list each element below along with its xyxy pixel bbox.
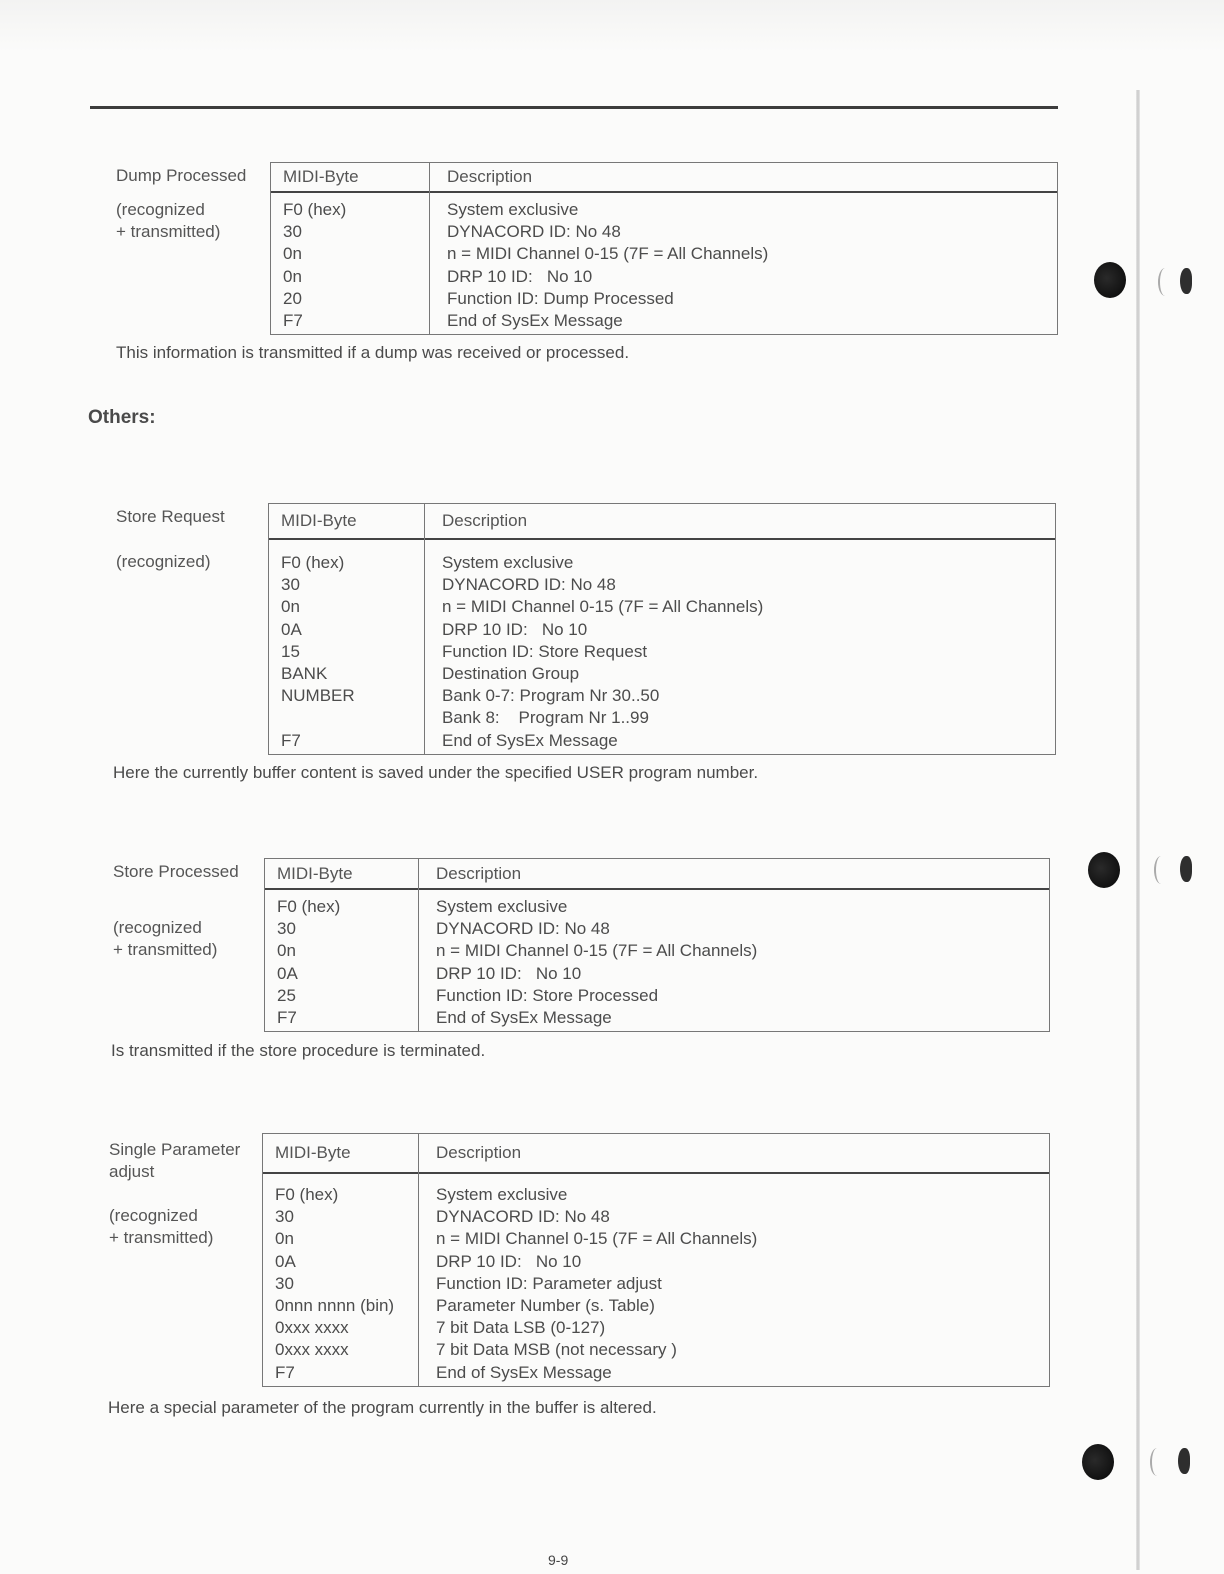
midi-byte-cell: 0xxx xxxx — [275, 1340, 349, 1360]
midi-table — [262, 1133, 1050, 1387]
header-description: Description — [442, 511, 528, 530]
description-cell: DRP 10 ID: No 10 — [436, 1251, 582, 1271]
section-title: Single Parameter adjust — [109, 1140, 241, 1181]
midi-byte-cell: 0n — [283, 266, 302, 286]
header-midi-byte: MIDI-Byte — [277, 863, 353, 883]
midi-byte-cell: 20 — [283, 288, 302, 308]
table-row — [265, 896, 1049, 918]
description-cell: Destination Group — [442, 664, 580, 683]
midi-byte-cell: 0nnn nnnn (bin) — [275, 1296, 395, 1315]
midi-byte-cell: F0 (hex) — [277, 897, 341, 916]
table-row — [263, 1251, 1049, 1273]
table-row — [265, 1007, 1049, 1029]
midi-byte-cell: 0xxx xxxx — [275, 1318, 349, 1338]
midi-byte-cell: 30 — [275, 1273, 294, 1293]
punch-hole-icon — [1180, 268, 1192, 294]
midi-byte-cell: 0A — [277, 963, 298, 983]
section-note: Here a special parameter of the program currently in the buffer is altered. — [108, 1398, 657, 1417]
others-heading: Others: — [88, 407, 156, 428]
punch-hole-ring-icon — [1158, 268, 1172, 296]
table-row — [271, 266, 1057, 288]
midi-byte-cell: 15 — [281, 641, 300, 661]
punch-hole-icon — [1180, 856, 1192, 882]
description-cell: Parameter Number (s. Table) — [436, 1296, 655, 1315]
description-cell: DYNACORD ID: No 48 — [447, 222, 621, 242]
section-title: Store Request — [116, 507, 225, 526]
midi-byte-cell: 30 — [275, 1207, 294, 1227]
header-description: Description — [436, 1143, 522, 1162]
table-row — [265, 963, 1049, 985]
punch-hole-ring-icon — [1150, 1448, 1164, 1476]
midi-byte-cell: F7 — [281, 730, 301, 750]
description-cell: End of SysEx Message — [436, 1008, 612, 1027]
description-cell: Function ID: Store Processed — [436, 985, 659, 1005]
midi-byte-cell: F0 (hex) — [281, 553, 345, 572]
table-row — [263, 1317, 1049, 1339]
header-midi-byte: MIDI-Byte — [283, 167, 359, 186]
description-cell: End of SysEx Message — [442, 730, 618, 750]
section-title: Dump Processed — [116, 166, 247, 185]
punch-hole-icon — [1178, 1448, 1190, 1474]
table-row — [269, 552, 1055, 574]
description-cell: n = MIDI Channel 0-15 (7F = All Channels) — [442, 597, 764, 617]
midi-table — [270, 162, 1058, 335]
table-row — [263, 1339, 1049, 1361]
midi-byte-cell: F0 (hex) — [275, 1185, 339, 1204]
midi-byte-cell: NUMBER — [281, 686, 355, 706]
table-row — [263, 1228, 1049, 1250]
table-row — [271, 199, 1057, 221]
table-row — [265, 918, 1049, 940]
header-rule — [269, 538, 1055, 540]
table-row — [271, 310, 1057, 332]
table-row — [265, 940, 1049, 962]
table-row — [269, 730, 1055, 752]
description-cell: System exclusive — [436, 1185, 568, 1204]
header-description: Description — [436, 863, 522, 883]
midi-byte-cell: F7 — [275, 1362, 295, 1382]
midi-table — [264, 858, 1050, 1032]
section-title: Store Processed — [113, 862, 239, 881]
description-cell: End of SysEx Message — [436, 1362, 612, 1382]
description-cell: n = MIDI Channel 0-15 (7F = All Channels) — [436, 1229, 758, 1249]
midi-byte-cell: 0n — [283, 244, 302, 264]
table-row — [269, 574, 1055, 596]
table-row — [263, 1295, 1049, 1317]
description-cell: DRP 10 ID: No 10 — [447, 266, 593, 286]
description-cell: 7 bit Data MSB (not necessary ) — [436, 1340, 677, 1360]
section-note: This information is transmitted if a dump was received or processed. — [116, 343, 630, 362]
binding-edge — [1136, 90, 1140, 1570]
table-row — [269, 619, 1055, 641]
header-midi-byte: MIDI-Byte — [281, 511, 357, 530]
midi-byte-cell: 30 — [281, 575, 300, 595]
table-row — [263, 1206, 1049, 1228]
header-midi-byte: MIDI-Byte — [275, 1143, 351, 1162]
description-cell: DRP 10 ID: No 10 — [436, 963, 582, 983]
section-status: (recognized + transmitted) — [116, 200, 221, 241]
midi-byte-cell: F0 (hex) — [283, 200, 347, 219]
description-cell: Bank 8: Program Nr 1..99 — [442, 708, 649, 728]
description-cell: 7 bit Data LSB (0-127) — [436, 1318, 606, 1338]
punch-hole-icon — [1088, 852, 1120, 888]
section-note: Here the currently buffer content is saved under the specified USER program number. — [113, 763, 759, 782]
description-cell: n = MIDI Channel 0-15 (7F = All Channels) — [447, 244, 769, 264]
midi-byte-cell: 0n — [281, 597, 300, 617]
table-row — [263, 1362, 1049, 1384]
table-row — [271, 288, 1057, 310]
description-cell: DYNACORD ID: No 48 — [436, 1207, 610, 1227]
section-status: (recognized + transmitted) — [109, 1206, 214, 1247]
description-cell: System exclusive — [442, 553, 574, 572]
table-row — [269, 685, 1055, 707]
description-cell: System exclusive — [436, 897, 568, 916]
description-cell: Bank 0-7: Program Nr 30..50 — [442, 686, 660, 706]
midi-byte-cell: 30 — [283, 222, 302, 242]
table-row — [269, 663, 1055, 685]
description-cell: DYNACORD ID: No 48 — [442, 575, 616, 595]
midi-byte-cell: 0n — [275, 1229, 294, 1249]
midi-byte-cell: 0A — [281, 619, 302, 639]
table-row — [269, 707, 1055, 729]
page-number: 9-9 — [548, 1552, 569, 1568]
header-description: Description — [447, 167, 533, 186]
midi-byte-cell: F7 — [277, 1008, 297, 1027]
description-cell: Function ID: Parameter adjust — [436, 1273, 662, 1293]
table-row — [269, 596, 1055, 618]
midi-byte-cell: 0n — [277, 941, 296, 961]
description-cell: n = MIDI Channel 0-15 (7F = All Channels) — [436, 941, 758, 961]
description-cell: Function ID: Dump Processed — [447, 288, 674, 308]
table-row — [263, 1184, 1049, 1206]
midi-byte-cell: 30 — [277, 919, 296, 939]
midi-byte-cell: F7 — [283, 311, 303, 330]
description-cell: DRP 10 ID: No 10 — [442, 619, 588, 639]
midi-table — [268, 503, 1056, 755]
description-cell: System exclusive — [447, 200, 579, 219]
punch-hole-ring-icon — [1154, 856, 1168, 884]
midi-byte-cell: BANK — [281, 664, 328, 683]
header-rule — [263, 1172, 1049, 1174]
table-row — [263, 1273, 1049, 1295]
description-cell: End of SysEx Message — [447, 311, 623, 330]
table-row — [271, 243, 1057, 265]
table-row — [271, 221, 1057, 243]
midi-byte-cell: 0A — [275, 1251, 296, 1271]
header-rule — [271, 191, 1057, 193]
description-cell: DYNACORD ID: No 48 — [436, 919, 610, 939]
top-rule — [90, 106, 1058, 109]
table-row — [269, 641, 1055, 663]
page-top-shade — [0, 0, 1224, 52]
section-status: (recognized + transmitted) — [113, 918, 218, 959]
table-row — [265, 985, 1049, 1007]
punch-hole-icon — [1082, 1444, 1114, 1480]
midi-byte-cell: 25 — [277, 985, 296, 1005]
punch-hole-icon — [1094, 262, 1126, 298]
header-rule — [265, 888, 1049, 890]
section-status: (recognized) — [116, 552, 211, 571]
section-note: Is transmitted if the store procedure is terminated. — [111, 1041, 486, 1060]
description-cell: Function ID: Store Request — [442, 641, 648, 661]
